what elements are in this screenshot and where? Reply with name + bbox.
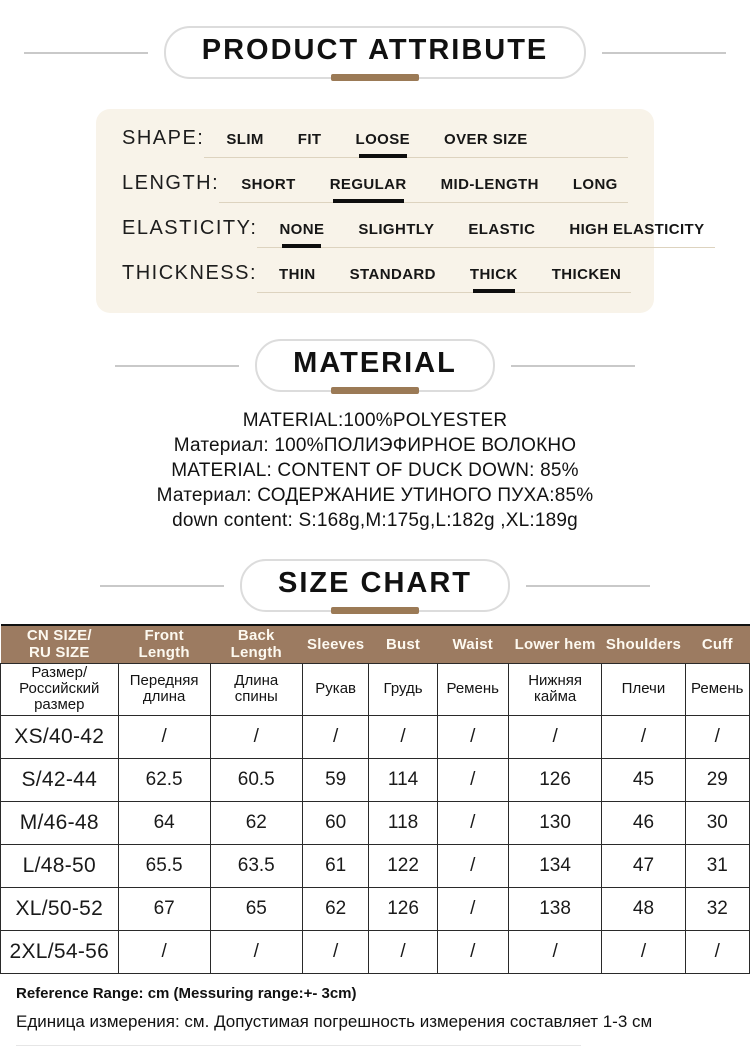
measurement-cell: 64 xyxy=(118,801,210,844)
size-chart-head xyxy=(1,625,750,715)
material-line: down content: S:168g,M:175g,L:182g ,XL:189g xyxy=(172,510,578,531)
column-subheader xyxy=(210,663,302,715)
accent-underline-bar xyxy=(331,74,419,81)
attribute-option: STANDARD xyxy=(349,266,436,283)
measurement-cell: 65.5 xyxy=(118,844,210,887)
measurement-cell: 62.5 xyxy=(118,758,210,801)
column-subheader-line: Рукав xyxy=(315,680,357,697)
column-subheader-line: размер xyxy=(34,696,85,713)
column-header-line: Back Length xyxy=(230,627,282,662)
column-subheader-line: Ремень xyxy=(446,680,499,697)
material-line: MATERIAL:100%POLYESTER xyxy=(242,410,508,431)
size-chart-title-box xyxy=(240,559,510,612)
column-header xyxy=(437,625,508,663)
size-chart-subheader-row xyxy=(1,663,750,715)
column-subheader-line: Передняя xyxy=(129,672,199,689)
divider-line-right xyxy=(511,365,635,367)
size-row xyxy=(1,715,750,758)
measurement-cell: / xyxy=(118,930,210,973)
product-attribute-title: PRODUCT ATTRIBUTE xyxy=(201,34,549,66)
attribute-option: THICK xyxy=(469,266,518,283)
measurement-cell: 114 xyxy=(369,758,437,801)
measurement-cell: 130 xyxy=(508,801,602,844)
attribute-row xyxy=(122,262,628,293)
measurement-cell: 126 xyxy=(369,887,437,930)
measurement-cell: / xyxy=(437,758,508,801)
attribute-option: SHORT xyxy=(241,176,296,193)
column-subheader xyxy=(1,663,119,715)
divider-line-left xyxy=(100,585,224,587)
measurement-cell: 62 xyxy=(302,887,369,930)
attribute-options xyxy=(257,266,631,293)
measurement-cell: 62 xyxy=(210,801,302,844)
column-header xyxy=(210,625,302,663)
measurement-cell: 134 xyxy=(508,844,602,887)
size-label-cell: 2XL/54-56 xyxy=(1,930,119,973)
measurement-cell: 31 xyxy=(685,844,749,887)
measurement-cell: / xyxy=(302,715,369,758)
product-attribute-header xyxy=(0,26,750,79)
accent-underline-bar xyxy=(331,387,419,394)
measurement-cell: 29 xyxy=(685,758,749,801)
measurement-cell: 48 xyxy=(602,887,685,930)
size-row xyxy=(1,801,750,844)
measurement-cell: 65 xyxy=(210,887,302,930)
column-header-line: CN SIZE/ xyxy=(26,627,92,645)
size-label-cell: S/42-44 xyxy=(1,758,119,801)
material-line: Материал: СОДЕРЖАНИЕ УТИНОГО ПУХА:85% xyxy=(156,485,594,506)
column-subheader xyxy=(118,663,210,715)
measurement-cell: 138 xyxy=(508,887,602,930)
attribute-option: OVER SIZE xyxy=(444,131,528,148)
measurement-cell: 67 xyxy=(118,887,210,930)
column-header-line: Lower hem xyxy=(514,635,596,653)
measurement-cell: / xyxy=(685,715,749,758)
measurement-cell: 118 xyxy=(369,801,437,844)
measurement-cell: / xyxy=(210,715,302,758)
attribute-option: LONG xyxy=(572,176,618,193)
divider-line-left xyxy=(115,365,239,367)
column-header-line: Front Length xyxy=(138,627,190,662)
size-chart-table xyxy=(0,624,750,974)
reference-range-note: Reference Range: cm (Messuring range:+- 3cm) xyxy=(16,984,357,1002)
size-row xyxy=(1,887,750,930)
attribute-option: THICKEN xyxy=(551,266,622,283)
measurement-cell: 59 xyxy=(302,758,369,801)
measurement-cell: 30 xyxy=(685,801,749,844)
measurement-cell: / xyxy=(508,930,602,973)
column-subheader xyxy=(602,663,685,715)
measurement-cell: 47 xyxy=(602,844,685,887)
size-label-cell: XS/40-42 xyxy=(1,715,119,758)
column-subheader xyxy=(369,663,437,715)
measurement-cell: / xyxy=(437,715,508,758)
measurement-cell: / xyxy=(437,801,508,844)
column-subheader-line: Размер/ xyxy=(31,664,88,681)
column-subheader-line: длина xyxy=(142,688,186,705)
column-subheader-line: Нижняя xyxy=(528,672,582,689)
attribute-label: ELASTICITY: xyxy=(122,217,258,239)
measurement-unit-note-ru: Единица измерения: см. Допустимая погрешность измерения составляет 1-3 см xyxy=(16,1011,653,1031)
bottom-divider-line xyxy=(16,1045,581,1046)
measurement-cell: / xyxy=(437,844,508,887)
measurement-cell: / xyxy=(118,715,210,758)
footer-notes xyxy=(0,974,750,1046)
measurement-cell: / xyxy=(302,930,369,973)
attribute-option: REGULAR xyxy=(329,176,407,193)
column-subheader xyxy=(685,663,749,715)
measurement-cell: 122 xyxy=(369,844,437,887)
material-line: Материал: 100%ПОЛИЭФИРНОЕ ВОЛОКНО xyxy=(173,435,577,456)
attribute-option: NONE xyxy=(279,221,325,238)
size-row xyxy=(1,930,750,973)
column-header-line: Waist xyxy=(452,635,493,653)
attribute-option: ELASTIC xyxy=(468,221,536,238)
attribute-option: HIGH ELASTICITY xyxy=(569,221,705,238)
measurement-cell: 60 xyxy=(302,801,369,844)
measurement-cell: / xyxy=(210,930,302,973)
measurement-cell: 45 xyxy=(602,758,685,801)
size-row xyxy=(1,758,750,801)
attribute-option: THIN xyxy=(279,266,316,283)
column-header xyxy=(118,625,210,663)
divider-line-left xyxy=(24,52,148,54)
column-subheader-line: Грудь xyxy=(383,680,423,697)
attribute-option: MID-LENGTH xyxy=(440,176,539,193)
size-chart-body xyxy=(1,715,750,973)
material-lines xyxy=(0,408,750,533)
attribute-rows xyxy=(122,127,705,293)
measurement-cell: / xyxy=(437,887,508,930)
accent-underline-bar xyxy=(331,607,419,614)
measurement-cell: / xyxy=(602,930,685,973)
size-chart-header xyxy=(0,559,750,612)
attribute-option: SLIM xyxy=(226,131,264,148)
column-header xyxy=(302,625,369,663)
attribute-label: THICKNESS: xyxy=(122,262,258,284)
product-attribute-title-box xyxy=(164,26,587,79)
measurement-cell: 32 xyxy=(685,887,749,930)
column-subheader-line: Длина xyxy=(234,672,279,689)
measurement-cell: 61 xyxy=(302,844,369,887)
attribute-option: LOOSE xyxy=(355,131,411,148)
measurement-cell: / xyxy=(369,715,437,758)
size-chart-title: SIZE CHART xyxy=(278,567,472,599)
attribute-row xyxy=(122,172,628,203)
column-header xyxy=(369,625,437,663)
column-header-line: Cuff xyxy=(701,635,733,653)
attribute-options xyxy=(257,221,714,248)
attribute-row xyxy=(122,127,628,158)
column-subheader-line: Ремень xyxy=(691,680,744,697)
column-subheader-line: кайма xyxy=(533,688,577,705)
material-header xyxy=(0,339,750,392)
measurement-cell: 63.5 xyxy=(210,844,302,887)
material-line: MATERIAL: CONTENT OF DUCK DOWN: 85% xyxy=(171,460,579,481)
column-subheader xyxy=(437,663,508,715)
measurement-cell: / xyxy=(685,930,749,973)
column-subheader xyxy=(508,663,602,715)
product-page xyxy=(0,26,750,1046)
measurement-cell: / xyxy=(369,930,437,973)
column-header xyxy=(1,625,119,663)
size-chart-header-row xyxy=(1,625,750,663)
attribute-row xyxy=(122,217,705,248)
material-title: MATERIAL xyxy=(293,347,457,379)
column-subheader-line: спины xyxy=(234,688,278,705)
attribute-options xyxy=(219,176,628,203)
column-subheader xyxy=(302,663,369,715)
column-header-line: Sleeves xyxy=(307,635,365,653)
column-header xyxy=(685,625,749,663)
column-header xyxy=(602,625,685,663)
material-title-box xyxy=(255,339,495,392)
attribute-options xyxy=(204,131,628,158)
size-label-cell: M/46-48 xyxy=(1,801,119,844)
attribute-option: SLIGHTLY xyxy=(358,221,435,238)
measurement-cell: 46 xyxy=(602,801,685,844)
size-label-cell: L/48-50 xyxy=(1,844,119,887)
attribute-option: FIT xyxy=(297,131,322,148)
column-header-line: RU SIZE xyxy=(29,644,90,662)
measurement-cell: 126 xyxy=(508,758,602,801)
column-subheader-line: Российский xyxy=(19,680,100,697)
measurement-cell: / xyxy=(602,715,685,758)
column-header xyxy=(508,625,602,663)
attribute-label: LENGTH: xyxy=(122,172,220,194)
measurement-cell: / xyxy=(508,715,602,758)
column-subheader-line: Плечи xyxy=(621,680,666,697)
size-row xyxy=(1,844,750,887)
divider-line-right xyxy=(602,52,726,54)
measurement-cell: 60.5 xyxy=(210,758,302,801)
attribute-panel xyxy=(96,109,705,313)
column-header-line: Shoulders xyxy=(605,635,682,653)
attribute-label: SHAPE: xyxy=(122,127,205,149)
size-label-cell: XL/50-52 xyxy=(1,887,119,930)
column-header-line: Bust xyxy=(385,635,421,653)
divider-line-right xyxy=(526,585,650,587)
measurement-cell: / xyxy=(437,930,508,973)
